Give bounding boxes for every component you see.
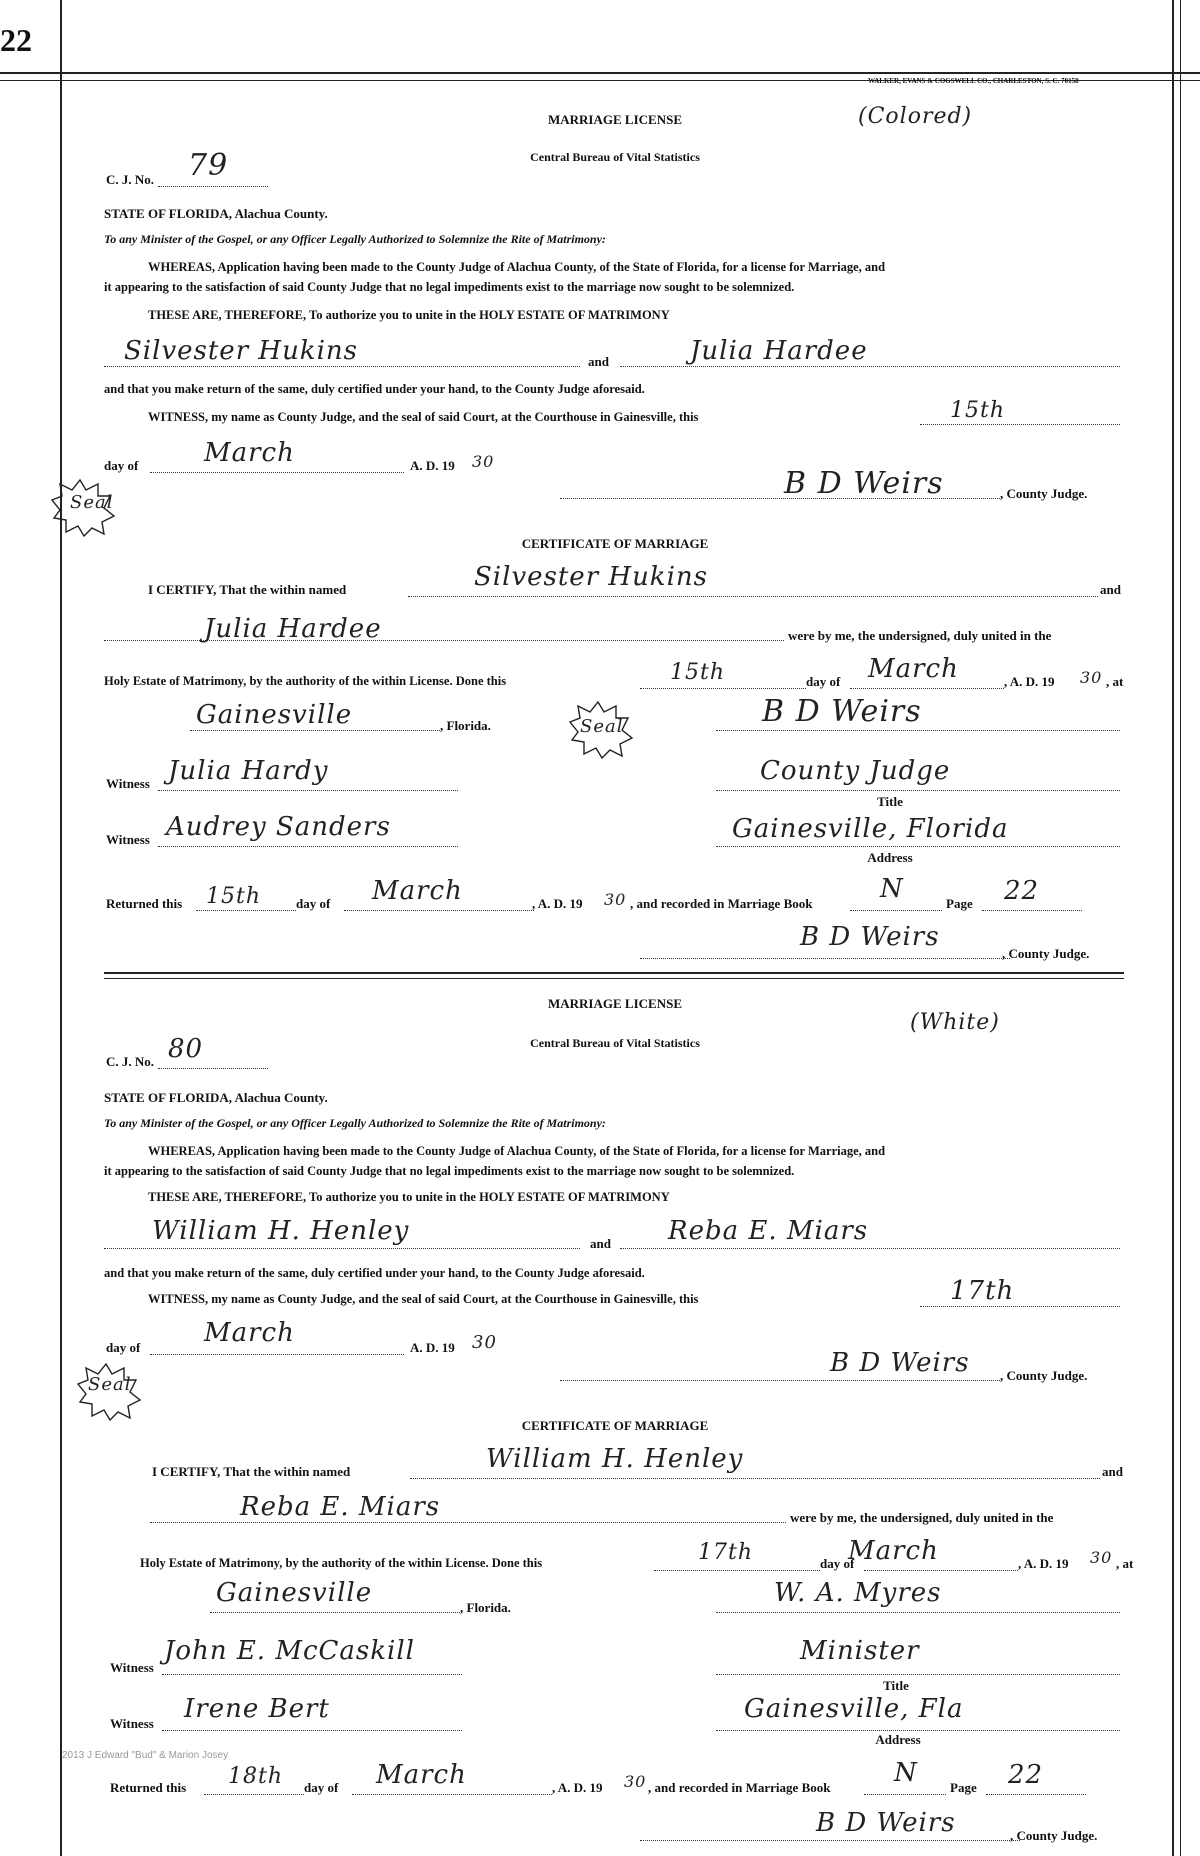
officiant-address-2: Gainesville, Fla <box>744 1694 964 1724</box>
license-heading: MARRIAGE LICENSE <box>548 112 682 127</box>
book-2: N <box>894 1758 918 1788</box>
title-line <box>716 790 1120 791</box>
bride-line <box>620 366 1120 367</box>
cj-number-2: 80 <box>168 1034 204 1064</box>
returned-month: March <box>372 876 463 906</box>
ad-label: A. D. 19 <box>410 458 455 473</box>
recorder-signature: B D Weirs <box>800 922 940 952</box>
address-label: Address <box>867 850 913 865</box>
cj-line-2 <box>158 1068 268 1069</box>
cert-groom-2: William H. Henley <box>486 1444 744 1474</box>
officiant-signature-2: W. A. Myres <box>774 1578 942 1608</box>
groom-name: Silvester Hukins <box>124 336 358 366</box>
cj-label-2: C. J. No. <box>106 1054 155 1069</box>
bureau-heading: Central Bureau of Vital Statistics <box>530 150 700 164</box>
page-number: 22 <box>0 22 32 58</box>
done-day-of-label: day of <box>806 674 841 689</box>
returned-day: 15th <box>206 884 262 909</box>
officiant-address: Gainesville, Florida <box>732 814 1009 844</box>
returned-month-2: March <box>376 1760 467 1790</box>
florida-label: , Florida. <box>440 718 491 733</box>
bride-name-2: Reba E. Miars <box>668 1216 869 1246</box>
day-of-label: day of <box>104 458 139 473</box>
groom-name-2: William H. Henley <box>152 1216 410 1246</box>
bureau-heading-2: Central Bureau of Vital Statistics <box>530 1036 700 1050</box>
license-year: 30 <box>472 452 495 471</box>
officiant-line-2 <box>716 1612 1120 1613</box>
left-margin-rule <box>60 0 62 1856</box>
race-note-2: (White) <box>910 1010 1000 1035</box>
right-border-rule-2 <box>1180 0 1181 1856</box>
county-judge-label: , County Judge. <box>1000 486 1088 501</box>
returned-ad-label-2: , A. D. 19 <box>552 1780 603 1795</box>
witness2-name: Audrey Sanders <box>166 812 391 842</box>
page-value-2: 22 <box>1008 1760 1044 1790</box>
witness-line: WITNESS, my name as County Judge, and the seal of said Court, at the Courthouse in Gainesville, this <box>148 410 699 424</box>
record-separator-2 <box>104 978 1124 979</box>
at-label: , at <box>1106 674 1124 689</box>
license-month-2: March <box>204 1318 295 1348</box>
certificate-heading: CERTIFICATE OF MARRIAGE <box>521 536 709 551</box>
united-label-2: were by me, the undersigned, duly united in the <box>790 1510 1054 1525</box>
officiant-line <box>716 730 1120 731</box>
license-heading-2: MARRIAGE LICENSE <box>548 996 682 1011</box>
returned-day-of-label: day of <box>296 896 331 911</box>
certificate-heading-2: CERTIFICATE OF MARRIAGE <box>521 1418 709 1433</box>
watermark: 2013 J Edward "Bud" & Marion Josey <box>62 1750 229 1761</box>
printer-imprint: WALKER, EVANS & COGSWELL CO., CHARLESTON, S. C. 70158 <box>868 77 1079 85</box>
place-2: Gainesville <box>216 1578 373 1608</box>
done-month: March <box>868 654 959 684</box>
cert-groom: Silvester Hukins <box>474 562 708 592</box>
united-label: were by me, the undersigned, duly united in the <box>788 628 1052 643</box>
state-line-2: STATE OF FLORIDA, Alachua County. <box>104 1090 328 1105</box>
address-line: To any Minister of the Gospel, or any Officer Legally Authorized to Solemnize the Rite of Matrimony: <box>104 232 606 246</box>
therefore-line: THESE ARE, THEREFORE, To authorize you to unite in the HOLY ESTATE OF MATRIMONY <box>148 308 670 322</box>
whereas-2: it appearing to the satisfaction of said County Judge that no legal impediments exist to the marriage now sought to be solemnized. <box>104 280 795 294</box>
right-border-rule <box>1172 0 1174 1856</box>
cj-number: 79 <box>188 148 229 183</box>
certify-label: I CERTIFY, That the within named <box>148 582 347 597</box>
and-label: and <box>588 354 609 369</box>
holy-label-2: Holy Estate of Matrimony, by the authority of the within License. Done this <box>140 1556 543 1570</box>
witness2-label-2: Witness <box>110 1716 154 1731</box>
license-day-line <box>920 424 1120 425</box>
judge-signature: B D Weirs <box>784 466 944 501</box>
returned-day-line <box>196 910 296 911</box>
done-ad-label: , A. D. 19 <box>1004 674 1055 689</box>
cert-and-label: and <box>1100 582 1121 597</box>
book-line <box>850 910 942 911</box>
seal-text-2: Seal <box>580 716 624 737</box>
state-line: STATE OF FLORIDA, Alachua County. <box>104 206 328 221</box>
witness1-name-2: John E. McCaskill <box>164 1636 415 1666</box>
recorder-label: , County Judge. <box>1002 946 1090 961</box>
done-day-line <box>640 688 806 689</box>
returned-day-line-2 <box>204 1794 304 1795</box>
officiant-title: County Judge <box>760 756 951 786</box>
address-line-2: To any Minister of the Gospel, or any Officer Legally Authorized to Solemnize the Rite of Matrimony: <box>104 1116 606 1130</box>
license-day: 15th <box>950 398 1006 423</box>
day-of-label-2: day of <box>106 1340 141 1355</box>
witness2-label: Witness <box>106 832 150 847</box>
seal-text-1: Seal <box>70 492 114 513</box>
address-line-1 <box>716 846 1120 847</box>
place-line <box>190 730 440 731</box>
groom-line <box>104 366 580 367</box>
done-day: 15th <box>670 660 726 685</box>
done-month-2: March <box>848 1536 939 1566</box>
recorder-line-2 <box>640 1840 1020 1841</box>
address-label-2: Address <box>875 1732 921 1747</box>
returned-label-2: Returned this <box>110 1780 187 1795</box>
recorder-signature-2: B D Weirs <box>816 1808 956 1838</box>
license-month-line <box>150 472 404 473</box>
witness1-name: Julia Hardy <box>168 756 329 786</box>
judge-signature-2: B D Weirs <box>830 1348 970 1378</box>
judge-signature-line-2 <box>560 1380 1000 1381</box>
license-year-2: 30 <box>472 1332 497 1353</box>
bride-name: Julia Hardee <box>690 336 868 366</box>
done-year: 30 <box>1080 668 1103 687</box>
cert-groom-line-2 <box>410 1478 1100 1479</box>
title-label-2: Title <box>883 1678 909 1693</box>
witness-line-2: WITNESS, my name as County Judge, and the seal of said Court, at the Courthouse in Gainesville, this <box>148 1292 699 1306</box>
witness1-line <box>158 790 458 791</box>
top-rule <box>0 72 1200 74</box>
done-day-of-label-2: day of <box>820 1556 855 1571</box>
cert-groom-line <box>408 596 1098 597</box>
whereas-1: WHEREAS, Application having been made to the County Judge of Alachua County, of the State of Florida, for a license for Marriage, and <box>148 260 886 274</box>
book: N <box>880 874 904 904</box>
at-label-2: , at <box>1116 1556 1134 1571</box>
cert-bride: Julia Hardee <box>204 614 382 644</box>
witness1-label: Witness <box>106 776 150 791</box>
done-day-line-2 <box>654 1570 820 1571</box>
book-line-2 <box>864 1794 946 1795</box>
done-month-line <box>850 688 1004 689</box>
returned-year: 30 <box>604 890 627 909</box>
done-day-2: 17th <box>698 1540 754 1565</box>
return-line-2: and that you make return of the same, duly certified under your hand, to the County Judge aforesaid. <box>104 1266 645 1280</box>
witness2-line <box>158 846 458 847</box>
bride-line-2 <box>620 1248 1120 1249</box>
cert-bride-2: Reba E. Miars <box>240 1492 441 1522</box>
officiant-title-2: Minister <box>800 1636 920 1666</box>
county-judge-label-2: , County Judge. <box>1000 1368 1088 1383</box>
title-label: Title <box>877 794 903 809</box>
address-line-2b <box>716 1730 1120 1731</box>
witness1-label-2: Witness <box>110 1660 154 1675</box>
seal-text-3: Seal <box>88 1374 132 1395</box>
groom-line-2 <box>104 1248 580 1249</box>
page-value: 22 <box>1004 876 1040 906</box>
returned-label: Returned this <box>106 896 183 911</box>
license-month: March <box>204 438 295 468</box>
cert-and-label-2: and <box>1102 1464 1123 1479</box>
whereas-2-2: it appearing to the satisfaction of said County Judge that no legal impediments exist to the marriage now sought to be solemnized. <box>104 1164 795 1178</box>
returned-year-2: 30 <box>624 1772 647 1791</box>
race-note: (Colored) <box>858 104 973 129</box>
witness1-line-2 <box>162 1674 462 1675</box>
returned-day-2: 18th <box>228 1764 284 1789</box>
returned-month-line-2 <box>352 1794 552 1795</box>
therefore-line-2: THESE ARE, THEREFORE, To authorize you to unite in the HOLY ESTATE OF MATRIMONY <box>148 1190 670 1204</box>
license-day-2: 17th <box>950 1276 1015 1306</box>
page-label: Page <box>946 896 973 911</box>
witness2-name-2: Irene Bert <box>184 1694 330 1724</box>
whereas-1-2: WHEREAS, Application having been made to the County Judge of Alachua County, of the State of Florida, for a license for Marriage, and <box>148 1144 886 1158</box>
cj-label: C. J. No. <box>106 172 155 187</box>
cert-bride-line-2 <box>150 1522 786 1523</box>
license-day-line-2 <box>920 1306 1120 1307</box>
returned-day-of-label-2: day of <box>304 1780 339 1795</box>
place-line-2 <box>210 1612 460 1613</box>
page-line <box>982 910 1082 911</box>
return-line: and that you make return of the same, duly certified under your hand, to the County Judge aforesaid. <box>104 382 645 396</box>
page-line-2 <box>986 1794 1086 1795</box>
holy-label: Holy Estate of Matrimony, by the authority of the within License. Done this <box>104 674 507 688</box>
officiant-signature: B D Weirs <box>762 694 922 729</box>
returned-ad-label: , A. D. 19 <box>532 896 583 911</box>
cj-line <box>158 186 268 187</box>
recorder-line <box>640 958 1010 959</box>
florida-label-2: , Florida. <box>460 1600 511 1615</box>
place: Gainesville <box>196 700 353 730</box>
title-line-2 <box>716 1674 1120 1675</box>
done-year-2: 30 <box>1090 1548 1113 1567</box>
witness2-line-2 <box>162 1730 462 1731</box>
ad-label-2: A. D. 19 <box>410 1340 455 1355</box>
returned-month-line <box>344 910 534 911</box>
done-ad-label-2: , A. D. 19 <box>1018 1556 1069 1571</box>
recorder-label-2: , County Judge. <box>1010 1828 1098 1843</box>
recorded-label: , and recorded in Marriage Book <box>630 896 813 911</box>
recorded-label-2: , and recorded in Marriage Book <box>648 1780 831 1795</box>
record-separator <box>104 972 1124 974</box>
license-month-line-2 <box>150 1354 404 1355</box>
and-label-2: and <box>590 1236 611 1251</box>
done-month-line-2 <box>864 1570 1018 1571</box>
certify-label-2: I CERTIFY, That the within named <box>152 1464 351 1479</box>
page-label-2: Page <box>950 1780 977 1795</box>
